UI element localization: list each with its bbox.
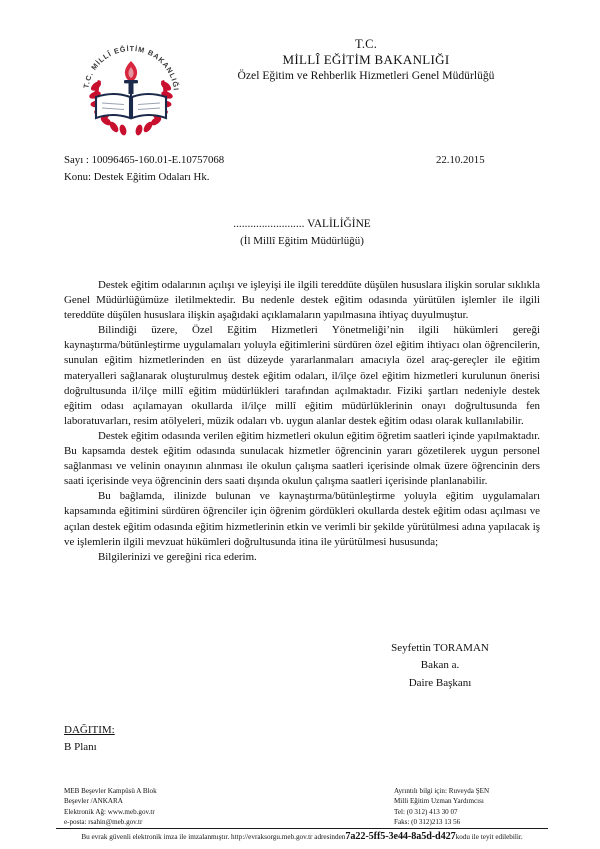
distribution-title: DAĞITIM: [64,724,115,736]
verification-strip [56,828,548,842]
signer-title: Daire Başkanı [408,676,472,689]
meta-row-sayi [64,152,540,169]
recipient-block [64,216,540,250]
document-date: 22.10.2015 [436,154,485,166]
recipient-line-1: ......................... VALİLİĞİNE [233,218,371,230]
svg-text:T.C. MİLLÎ EĞİTİM BAKANLIĞI: T.C. MİLLÎ EĞİTİM BAKANLIĞI [81,43,181,92]
footer-right-line: Tel: (0 312) 413 30 07 [394,807,458,816]
verification-prefix: Bu evrak güvenli elektronik imza ile imzalanmıştır. http://evraksorgu.meb.gov.tr adresinden [81,833,346,841]
header-titles [190,36,542,83]
footer-left-line: e-posta: rsahin@meb.gov.tr [64,817,143,826]
konu-text: Konu: Destek Eğitim Odaları Hk. [64,170,210,183]
sayi-text: Sayı : 10096465-160.01-E.10757068 [64,154,225,166]
footer-left-line: Elektronik Ağ: www.meb.gov.tr [64,807,155,816]
body-paragraph: Destek eğitim odasında verilen eğitim hizmetleri okulun eğitim öğretim saatleri içinde yapılmaktadır. Bu kapsamda destek eğitim odasında sunulacak hizmetler öğrencinin yararı gözetilerek uygun personel sağlanması ve velinin onayının alınması ile okulun çalışma saatleri içerisinde olmak üzere öğrencinin ders saati içerisinde veya öğrencinin ders saati dışında okulun çalışma saatleri içerisinde planlanabilir. [64,429,540,488]
distribution-block [64,722,115,755]
document-body [64,278,540,565]
distribution-value: B Planı [64,740,97,753]
signer-name: Seyfettin TORAMAN [391,642,489,654]
body-paragraph: Destek eğitim odalarının açılışı ve işleyişi ile ilgili tereddüte düşülen hususlara ilişkin sorular sıklıkla Genel Müdürlüğümüze iletilmektedir. Bu nedenle destek eğitim odasında yürütülen işlemler ile ilgili tereddüte düşülen hususlara ilişkin aşağıdaki açıklamaların yapılmasına ihtiyaç duyulmuştur. [64,279,540,322]
footer-left-line: Beşevler /ANKARA [64,797,123,806]
header-tc: T.C. [354,37,378,51]
document-meta [64,152,540,185]
footer-left-line: MEB Beşevler Kampüsü A Blok [64,787,157,795]
signer-on-behalf: Bakan a. [420,659,460,672]
document-header [0,30,600,150]
verification-code: 7a22-5ff5-3e44-8a5d-d427 [345,831,456,842]
footer-contact-person [394,786,600,827]
signature-block [330,640,550,692]
meta-row-konu [64,169,540,186]
meb-logo [72,34,190,144]
footer-right-line: Milli Eğitim Uzman Yardımcısı [394,797,484,806]
verification-suffix: kodu ile teyit edilebilir. [455,833,523,841]
body-paragraph: Bilindiği üzere, Özel Eğitim Hizmetleri Yönetmeliği’nin ilgili hükümleri gereği kaynaştırma/bütünleştirme uygulamaları yoluyla eğitimlerini sürdüren özel eğitim ihtiyacı olan öğrencilerin, sunulan eğitim hizmetlerinden en üst düzeyde yararlanmaları amacıyla özel araç-gereçler ile eğitim materyalleri sağlanarak oluşturulmuş destek eğitim odaları, il/ilçe özel eğitim hizmetleri kurulunun önerisi doğrultusunda il/ilçe millî eğitim müdürlükleri tarafından açılmaktadır. Fiziki şartları nedeniyle destek eğitim odası açılamayan okullarda il/ilçe millî eğitim müdürlüklerinin onayı doğrultusunda fen laboratuvarları, resim atölyeleri, müzik odaları vb. uygun alanlar destek eğitim odası olarak kullanılabilir. [64,324,540,427]
footer-right-line: Ayrıntılı bilgi için: Ruveyda ŞEN [394,787,490,795]
recipient-line-2: (İl Millî Eğitim Müdürlüğü) [240,235,364,248]
header-directorate: Özel Eğitim ve Rehberlik Hizmetleri Genel Müdürlüğü [237,68,495,82]
body-paragraph-closing: Bilgilerinizi ve gereğini rica ederim. [98,550,257,563]
header-ministry: MİLLÎ EĞİTİM BAKANLIĞI [282,52,450,67]
body-paragraph: Bu bağlamda, ilinizde bulunan ve kaynaştırma/bütünleştirme yoluyla eğitim uygulamaları kapsamında eğitimini sürdüren öğrenciler için öğrenim gördükleri okullarda destek eğitim odası açılması ve açılan destek eğitim odasında eğitim hizmetlerinin etkin ve verimli bir şekilde yürütülmesi adına yapılacak iş ve işlemlerin ilgili mevzuat hükümleri doğrultusunda itina ile yürütülmesi hususunda; [64,490,540,548]
footer-right-line: Faks: (0 312)213 13 56 [394,817,461,826]
footer-address [64,786,324,827]
